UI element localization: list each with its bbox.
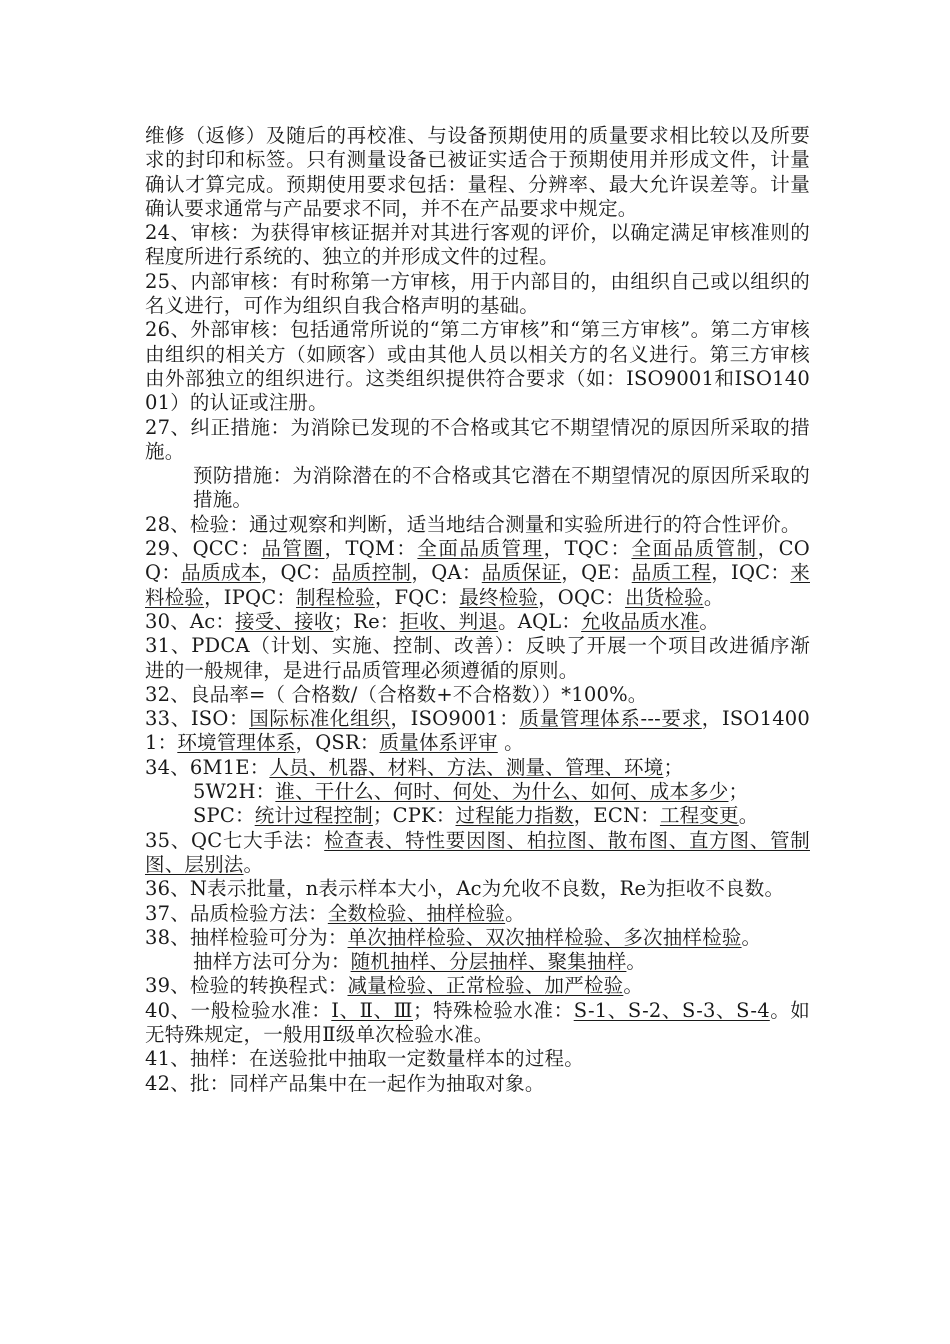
underlined-term: 工程变更	[659, 804, 739, 828]
underlined-term: 最终检验	[459, 585, 539, 609]
text-run: 。AQL：	[498, 609, 582, 633]
text-run: 。如无特殊规定，一般用Ⅱ级单次检验水准。	[145, 998, 810, 1046]
text-run: 30、Ac：	[145, 609, 236, 633]
text-run: 。	[505, 901, 525, 925]
paragraph	[145, 221, 810, 270]
text-run: ，QA：	[411, 561, 482, 585]
underlined-term: 人员、机器、材料、方法、测量、管理、环境	[269, 755, 664, 779]
paragraph	[145, 683, 810, 707]
text-run: ；	[728, 780, 749, 804]
text-run: ，QC：	[260, 561, 332, 585]
underlined-term: 拒收、判退	[399, 609, 499, 633]
underlined-term: S-1、S-2、S-3、S-4	[573, 998, 770, 1022]
paragraph	[145, 804, 810, 828]
underlined-term: 全面品质管理	[417, 537, 544, 561]
paragraph	[145, 829, 810, 878]
text-run: 41、抽样：在送验批中抽取一定数量样本的过程。	[145, 1047, 584, 1071]
text-run: ，IQC：	[711, 561, 791, 585]
underlined-term: 环境管理体系	[177, 731, 296, 755]
text-run: 抽样方法可分为：	[193, 950, 351, 974]
underlined-term: 品质成本	[181, 561, 261, 585]
text-run: ，QE：	[561, 561, 632, 585]
underlined-term: 过程能力指数	[455, 804, 574, 828]
text-run: ，FQC：	[374, 585, 460, 609]
paragraph	[145, 634, 810, 683]
text-run: 32、良品率=（ 合格数/（合格数+不合格数））*100%。	[145, 682, 648, 706]
paragraph	[145, 270, 810, 319]
underlined-term: 品质保证	[481, 561, 562, 585]
underlined-term: 品质工程	[631, 561, 712, 585]
underlined-term: 出货检验	[625, 585, 704, 609]
text-run: ，TQC：	[543, 537, 632, 561]
text-run: 27、纠正措施：为消除已发现的不合格或其它不期望情况的原因所采取的措施。	[145, 415, 810, 463]
text-run: ，TQM：	[324, 537, 418, 561]
paragraph	[145, 1047, 810, 1071]
text-run: ；	[663, 755, 684, 779]
underlined-term: 全数检验、抽样检验	[327, 901, 506, 925]
text-run: 。	[738, 804, 759, 828]
underlined-term: 随机抽样、分层抽样、聚集抽样	[350, 950, 627, 974]
document-body	[145, 124, 810, 1096]
paragraph	[145, 974, 810, 998]
text-run: 。	[703, 585, 724, 609]
text-run: ，ECN：	[573, 804, 660, 828]
paragraph	[145, 124, 810, 221]
underlined-term: 品管圈	[261, 537, 325, 561]
text-run: ；特殊检验水准：	[413, 998, 574, 1022]
text-run: 40、一般检验水准：	[145, 998, 332, 1022]
underlined-term: 谁、干什么、何时、何处、为什么、如何、成本多少	[275, 780, 729, 804]
text-run: 。	[623, 974, 644, 998]
text-run: 24、审核：为获得审核证据并对其进行客观的评价，以确定满足审核准则的程度所进行系统的、独立的并形成文件的过程。	[145, 221, 810, 269]
underlined-term: 全面品质管制	[631, 537, 758, 561]
text-run: 31、PDCA（计划、实施、控制、改善）：反映了开展一个项目改进循序渐进的一般规律，是进行品质管理必须遵循的原则。	[145, 634, 810, 682]
text-run: 。	[699, 609, 720, 633]
paragraph	[145, 756, 810, 780]
text-run: 。	[243, 852, 264, 876]
text-run: 37、品质检验方法：	[145, 901, 328, 925]
text-run: 33、ISO：	[145, 707, 250, 731]
text-run: 42、批：同样产品集中在一起作为抽取对象。	[145, 1071, 545, 1095]
text-run: 5W2H：	[193, 780, 276, 804]
text-run: 。	[626, 950, 647, 974]
text-run: ，OQC：	[538, 585, 626, 609]
paragraph	[145, 416, 810, 465]
paragraph	[145, 926, 810, 950]
underlined-term: 单次抽样检验、双次抽样检验、多次抽样检验	[347, 925, 742, 949]
paragraph	[145, 318, 810, 415]
text-run: SPC：	[193, 804, 255, 828]
text-run: ；CPK：	[372, 804, 456, 828]
paragraph	[145, 902, 810, 926]
underlined-term: 检查表、特性要因图、柏拉图、散布图、直方图、管制图、层别法	[145, 828, 810, 876]
paragraph	[145, 537, 810, 610]
text-run: 。	[497, 731, 524, 755]
paragraph	[145, 780, 810, 804]
underlined-term: 制程检验	[296, 585, 375, 609]
underlined-term: 接受、接收	[235, 609, 334, 633]
underlined-term: 品质控制	[331, 561, 412, 585]
text-run: 35、QC七大手法：	[145, 828, 325, 852]
underlined-term: 减量检验、正常检验、加严检验	[347, 974, 624, 998]
text-run: 36、N表示批量，n表示样本大小，Ac为允收不良数，Re为拒收不良数。	[145, 877, 785, 901]
text-run: ，COQ：	[145, 537, 810, 585]
paragraph	[145, 950, 810, 974]
text-run: 28、检验：通过观察和判断，适当地结合测量和实验所进行的符合性评价。	[145, 512, 801, 536]
text-run: ；Re：	[333, 609, 400, 633]
text-run: 26、外部审核：包括通常所说的“第二方审核”和“第三方审核”。第二方审核由组织的相关方（如顾客）或由其他人员以相关方的名义进行。第三方审核由外部独立的组织进行。这类组织提供符合要求（如：ISO9001和ISO14001）的认证或注册。	[145, 318, 810, 415]
paragraph	[145, 999, 810, 1048]
text-run: 34、6M1E：	[145, 755, 270, 779]
underlined-term: 质量管理体系---要求	[519, 707, 702, 731]
paragraph	[145, 707, 810, 756]
paragraph	[145, 513, 810, 537]
text-run: ，ISO14001：	[145, 707, 811, 755]
text-run: 38、抽样检验可分为：	[145, 925, 348, 949]
text-run: 。	[741, 925, 762, 949]
paragraph	[145, 464, 810, 513]
text-run: ，ISO9001：	[390, 707, 520, 731]
text-run: 预防措施：为消除潜在的不合格或其它潜在不期望情况的原因所采取的措施。	[193, 464, 810, 512]
paragraph	[145, 1072, 810, 1096]
text-run: 29、QCC：	[145, 537, 262, 561]
underlined-term: 统计过程控制	[254, 804, 373, 828]
paragraph	[145, 610, 810, 634]
paragraph	[145, 877, 810, 901]
underlined-term: 来料检验	[145, 561, 810, 609]
text-run: 25、内部审核：有时称第一方审核，用于内部目的，由组织自己或以组织的名义进行，可作为组织自我合格声明的基础。	[145, 269, 810, 318]
underlined-term: 质量体系评审	[379, 731, 498, 755]
text-run: 39、检验的转换程式：	[145, 974, 348, 998]
text-run: 维修（返修）及随后的再校准、与设备预期使用的质量要求相比较以及所要求的封印和标签。只有测量设备已被证实适合于预期使用并形成文件，计量确认才算完成。预期使用要求包括：量程、分辨率、最大允许误差等。计量确认要求通常与产品要求不同，并不在产品要求中规定。	[145, 124, 810, 220]
text-run: ，QSR：	[295, 731, 380, 755]
underlined-term: 国际标准化组织	[249, 707, 391, 731]
underlined-term: 允收品质水准	[581, 609, 700, 633]
underlined-term: Ⅰ、Ⅱ、Ⅲ	[331, 998, 413, 1022]
text-run: ，IPQC：	[204, 585, 297, 609]
